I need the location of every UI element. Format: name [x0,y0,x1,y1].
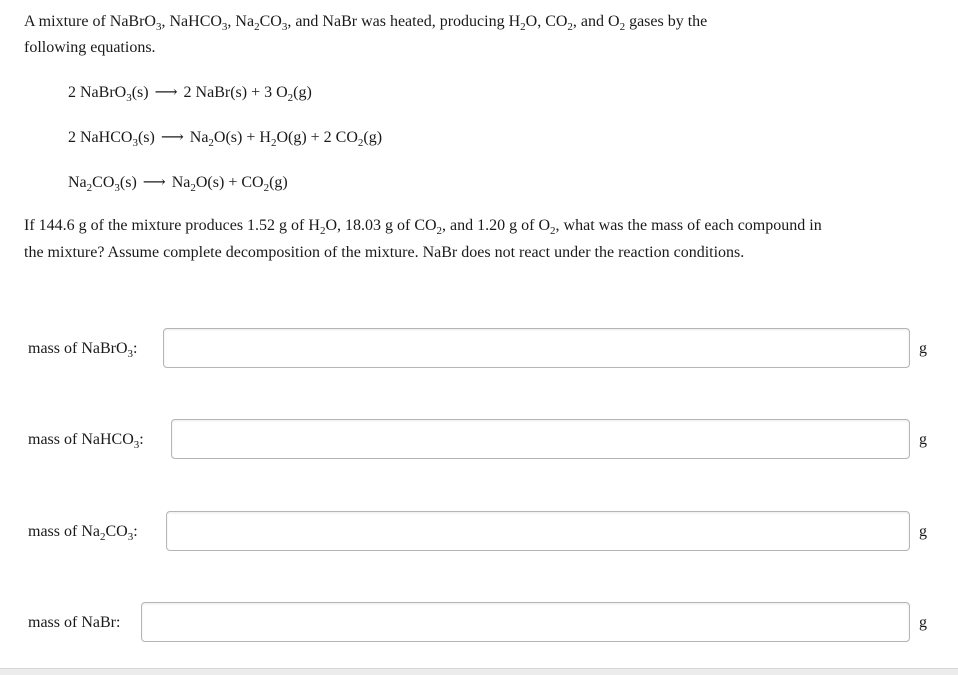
subscript: 2 [319,225,326,237]
eq-part: Na [68,174,87,191]
answer-label-na2co3 [28,523,138,541]
reaction-arrow-icon: ⟶ [142,174,166,191]
subscript: 2 [254,21,260,33]
answer-row-nabr [0,602,958,646]
intro-part: , NaHCO [161,13,222,30]
eq-part: Na [189,129,209,146]
label-text: mass of Na [28,523,100,540]
subscript: 2 [287,92,294,104]
subscript: 2 [619,21,626,33]
question-part: , and 1.20 g of O [442,217,551,234]
question-text [24,216,822,236]
intro-part: , and NaBr was heated, producing H [287,13,521,30]
unit-label: g [919,431,927,448]
equation-1 [68,82,312,102]
subscript: 3 [127,531,134,543]
label-colon: : [139,431,144,448]
question-text-line2: the mixture? Assume complete decomposition of the mixture. NaBr does not react under the reaction conditions. [24,244,745,261]
eq-part: (g) [269,174,288,191]
subscript: 2 [436,225,443,237]
reaction-arrow-icon: ⟶ [154,84,178,101]
subscript: 2 [99,531,106,543]
mass-nabr-input[interactable] [141,602,910,642]
mass-na2co3-input[interactable] [166,511,910,551]
subscript: 2 [263,182,270,194]
eq-part: O(s) + H [213,129,271,146]
reaction-arrow-icon: ⟶ [160,129,184,146]
subscript: 3 [114,182,120,194]
subscript: 2 [357,137,364,149]
subscript: 2 [190,182,196,194]
eq-part: (s) [137,129,155,146]
subscript: 2 [567,21,573,33]
intro-part: , and O [572,13,620,30]
subscript: 2 [208,137,214,149]
unit-label: g [919,614,927,631]
subscript: 3 [221,21,228,33]
equation-2 [68,127,382,147]
intro-text-line2: following equations. [24,39,156,56]
subscript: 2 [86,182,93,194]
eq-part: 2 NaHCO [68,129,133,146]
unit-label: g [919,523,927,540]
answer-row-nahco3 [0,419,958,463]
equation-3 [68,172,288,192]
intro-part: , Na [227,13,255,30]
answer-row-na2co3 [0,511,958,555]
subscript: 2 [270,137,277,149]
answer-row-nabro3 [0,328,958,372]
answer-label-nahco3 [28,431,144,449]
subscript: 3 [155,21,162,33]
intro-part: O, CO [525,13,568,30]
subscript: 3 [126,92,132,104]
subscript: 2 [550,225,556,237]
intro-part: A mixture of NaBrO [24,13,156,30]
eq-part: O(g) + 2 CO [276,129,358,146]
answer-label-nabr: mass of NaBr: [28,614,121,631]
subscript: 3 [133,439,140,451]
eq-part: O(s) + CO [195,174,264,191]
question-part: O, 18.03 g of CO [325,217,437,234]
eq-part: 2 NaBrO [68,84,127,101]
intro-text [24,12,707,32]
eq-part: 2 NaBr(s) + 3 O [183,84,288,101]
unit-label: g [919,340,927,357]
intro-part: CO [259,13,282,30]
question-part: If 144.6 g of the mixture produces 1.52 g of H [24,217,320,234]
mass-nabro3-input[interactable] [163,328,910,368]
eq-part: (g) [293,84,312,101]
label-colon: : [133,340,138,357]
subscript: 2 [520,21,526,33]
eq-part: (g) [363,129,383,146]
subscript: 3 [281,21,288,33]
label-text: CO [105,523,128,540]
intro-part: gases by the [625,13,708,30]
label-colon: : [133,523,138,540]
answer-label-nabro3 [28,340,138,358]
subscript: 3 [127,348,134,360]
eq-part: Na [171,174,191,191]
eq-part: (s) [131,84,149,101]
eq-part: (s) [119,174,137,191]
eq-part: CO [92,174,115,191]
label-text: mass of NaHCO [28,431,134,448]
label-text: mass of NaBrO [28,340,128,357]
question-part: , what was the mass of each compound in [555,217,822,234]
subscript: 3 [132,137,138,149]
mass-nahco3-input[interactable] [171,419,910,459]
